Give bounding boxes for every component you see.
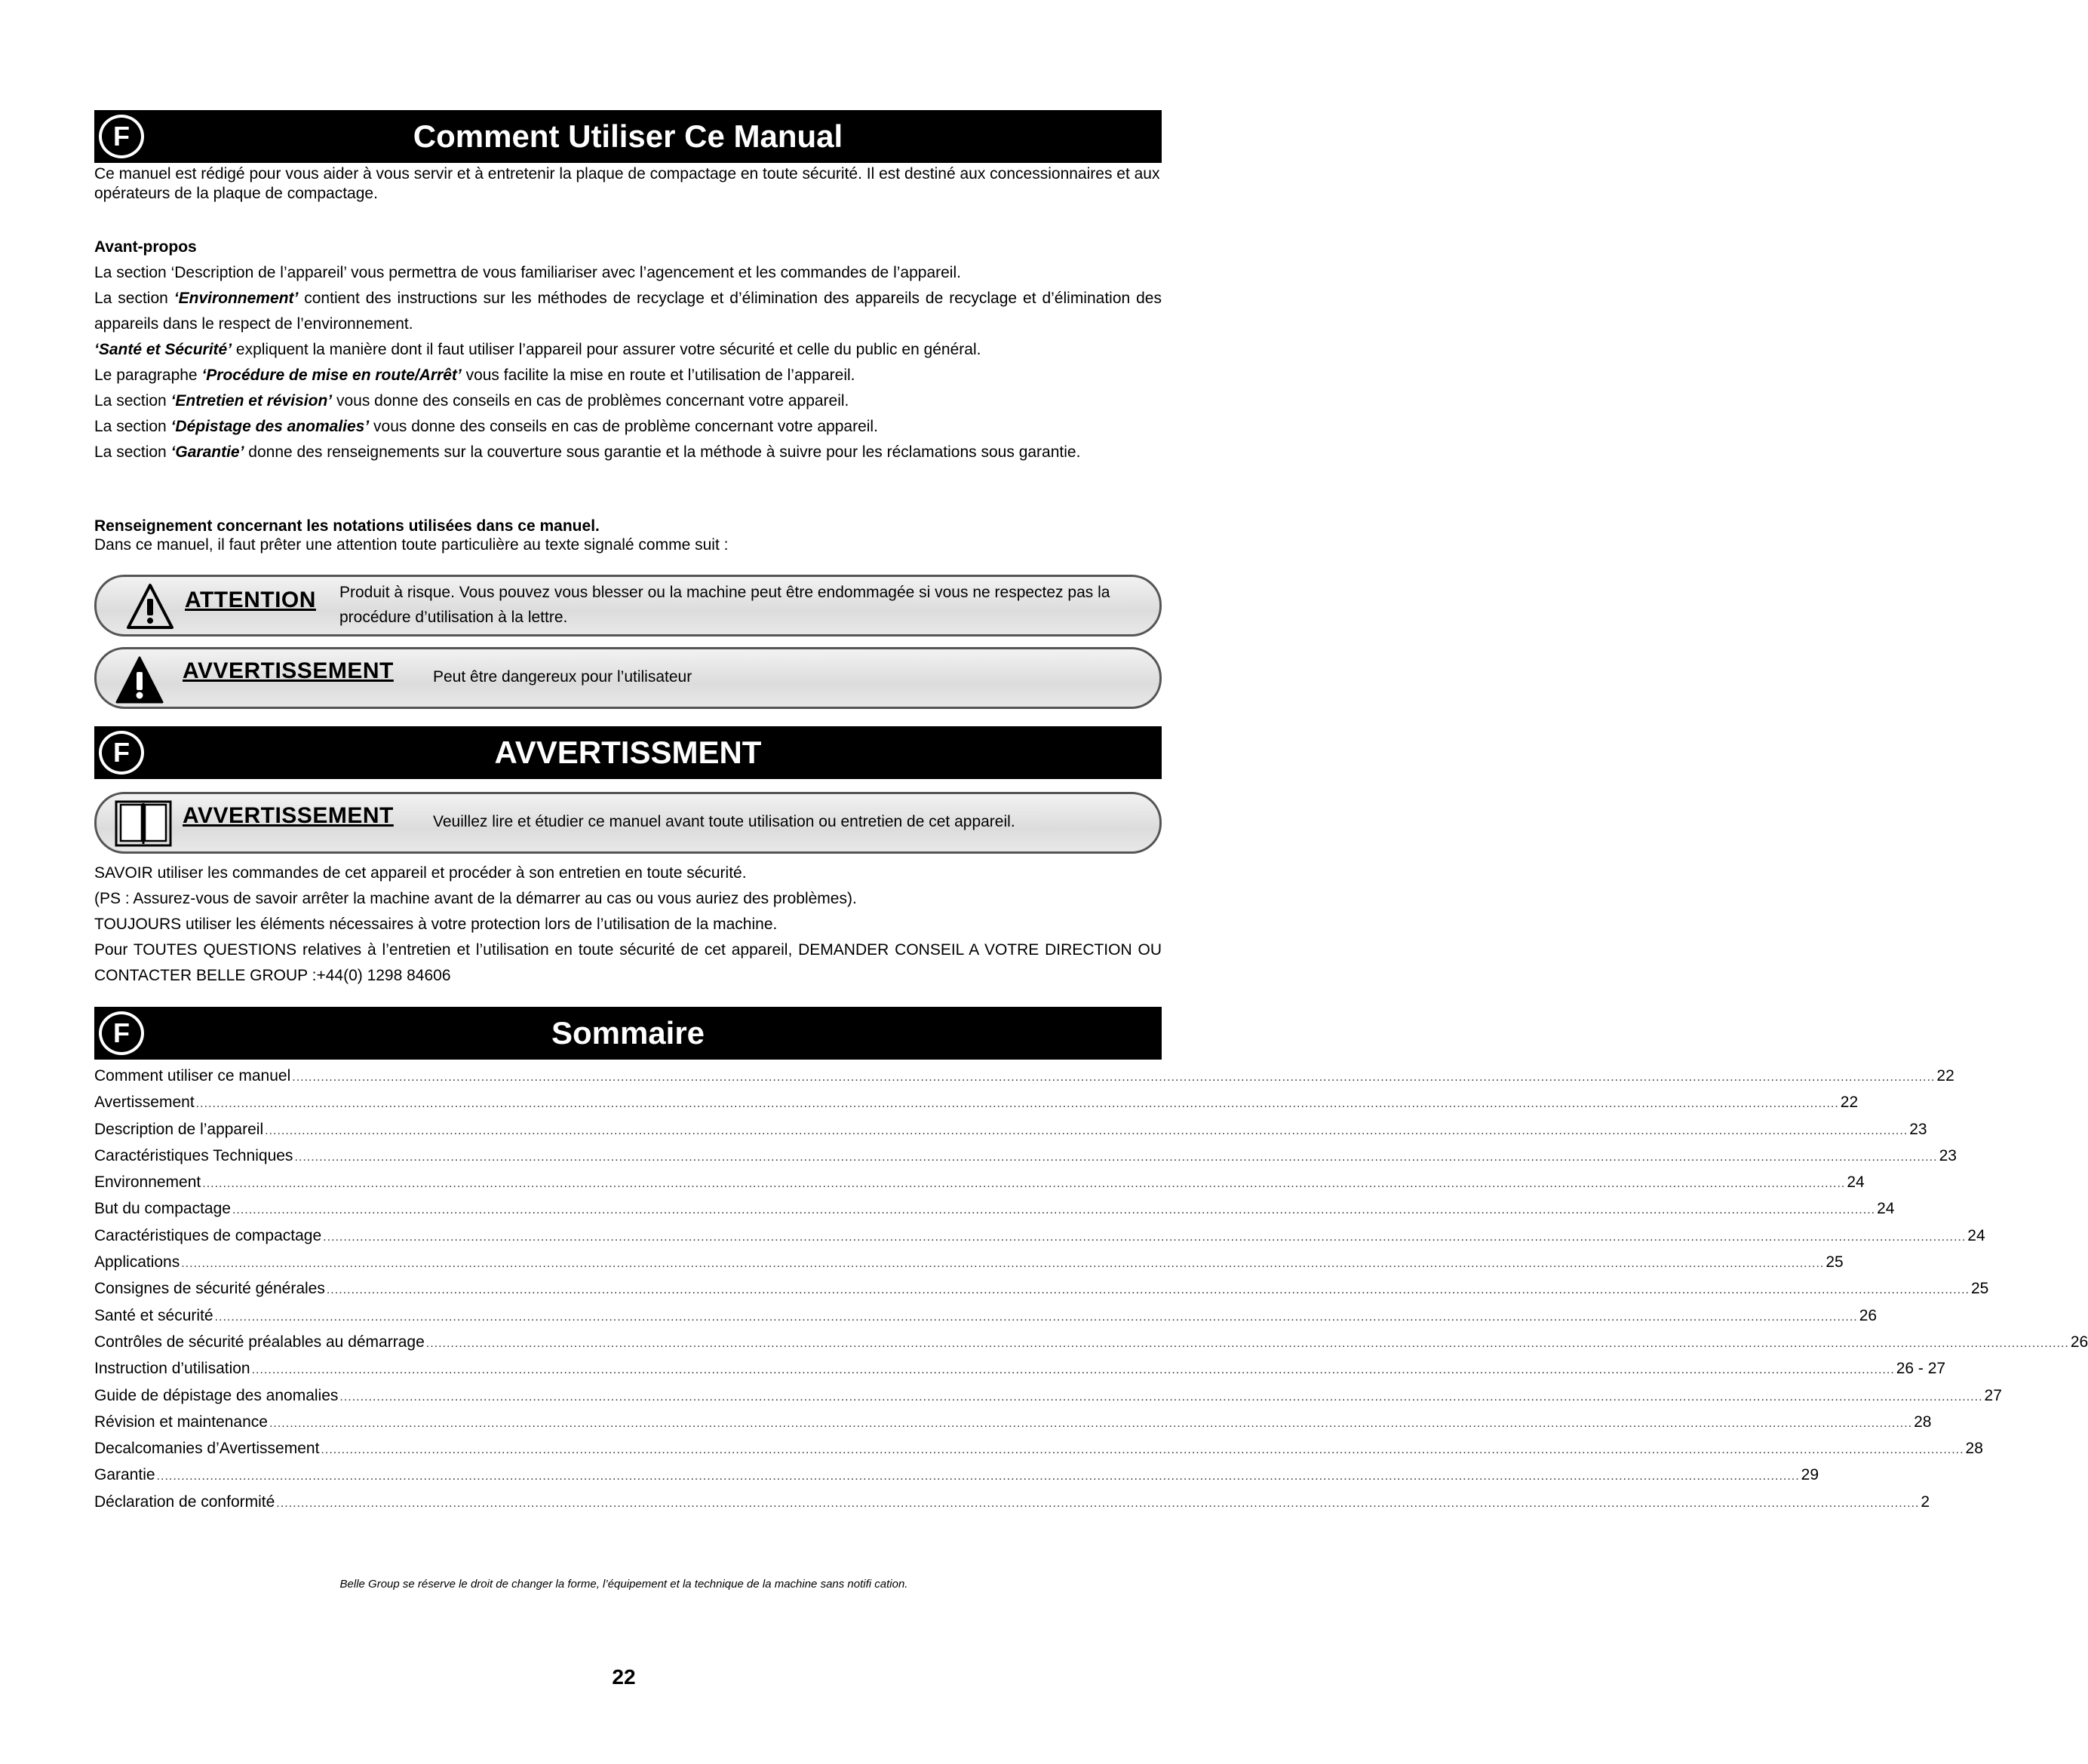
attention-label: ATTENTION	[185, 587, 316, 612]
toc-entry	[94, 1143, 1957, 1169]
toc-entry-page: 25	[1825, 1253, 1844, 1272]
toc-entry-page: 26	[2070, 1333, 2088, 1351]
toc-entry	[94, 1063, 1954, 1089]
toc-entry-label: Déclaration de conformité	[94, 1492, 275, 1511]
toc-leader-dots: ................................................................................................................................................................................................................................................................................................................................................................................................................	[425, 1336, 2069, 1350]
toc-entry-label: Révision et maintenance	[94, 1413, 268, 1431]
foreword-line-pre: La section	[94, 290, 174, 307]
toc-leader-dots: ................................................................................................................................................................................................................................................................................................................................................................................................................	[276, 1496, 1920, 1510]
toc-entry	[94, 1435, 1983, 1462]
foreword-line-post: vous donne des conseils en cas de problème concernant votre appareil.	[369, 418, 878, 435]
language-flag-icon: F	[99, 115, 144, 158]
toc-leader-dots: ................................................................................................................................................................................................................................................................................................................................................................................................................	[292, 1071, 1936, 1084]
toc-entry-page: 24	[1967, 1226, 1985, 1244]
foreword-line	[94, 260, 1162, 286]
warning-notice	[94, 647, 1162, 709]
toc-entry-label: Decalcomanies d’Avertissement	[94, 1440, 320, 1458]
toc-entry-label: Guide de dépistage des anomalies	[94, 1386, 339, 1404]
language-flag-icon: F	[99, 1011, 144, 1055]
notation-section	[94, 517, 1162, 554]
foreword-line	[94, 388, 1162, 414]
foreword-line-em: ‘Procédure de mise en route/Arrêt’	[201, 367, 462, 384]
toc-entry-label: Comment utiliser ce manuel	[94, 1067, 291, 1084]
section-title: Comment Utiliser Ce Manual	[413, 118, 843, 154]
toc-leader-dots: ................................................................................................................................................................................................................................................................................................................................................................................................................	[181, 1257, 1825, 1271]
toc-entry-label: Caractéristiques de compactage	[94, 1226, 322, 1244]
toc-entry-label: Instruction d’utilisation	[94, 1360, 250, 1378]
attention-notice	[94, 575, 1162, 637]
toc-entry-page: 28	[1965, 1440, 1983, 1458]
toc-entry-page: 23	[1939, 1146, 1957, 1164]
foreword-line-post: expliquent la manière dont il faut utiliser l’appareil pour assurer votre sécurité et celle du public en général.	[232, 341, 981, 358]
warning-line-1: SAVOIR utiliser les commandes de cet appareil et procéder à son entretien en toute sécurité.	[94, 864, 747, 882]
toc-entry-page: 25	[1970, 1280, 1989, 1298]
toc-entry-label: Environnement	[94, 1173, 201, 1192]
language-flag-icon: F	[99, 731, 144, 775]
toc-entry-page: 26 - 27	[1896, 1360, 1946, 1378]
toc-entry	[94, 1329, 2088, 1355]
toc-leader-dots: ................................................................................................................................................................................................................................................................................................................................................................................................................	[323, 1230, 1967, 1244]
toc-leader-dots: ................................................................................................................................................................................................................................................................................................................................................................................................................	[326, 1284, 1970, 1297]
foreword-line	[94, 363, 1162, 388]
foreword-line-pre: Le paragraphe	[94, 367, 202, 384]
footnote: Belle Group se réserve le droit de changer la forme, l’équipement et la technique de la machine sans notifi cation.	[339, 1578, 908, 1591]
foreword-line-em: ‘Entretien et révision’	[170, 392, 333, 410]
toc-entry-label: Applications	[94, 1253, 180, 1272]
section-banner-how-to-use	[94, 110, 1162, 163]
warning-line-3: TOUJOURS utiliser les éléments nécessaires à votre protection lors de l’utilisation de la machine.	[94, 916, 778, 933]
foreword-line-post: contient des instructions sur les méthodes de recyclage et d’élimination des appareils de recyclage et d’élimination des appareils dans le respect de l’environnement.	[94, 290, 1162, 333]
toc-entry	[94, 1302, 1878, 1329]
section-banner-warning	[94, 726, 1162, 779]
toc-entry-page: 22	[1840, 1094, 1859, 1112]
toc-entry-page: 22	[1936, 1067, 1954, 1084]
warning-text: Peut être dangereux pour l’utilisateur	[433, 668, 692, 686]
foreword-line-post: vous donne des conseils en cas de problèmes concernant votre appareil.	[332, 392, 849, 410]
open-book-icon	[113, 799, 173, 848]
toc-entry	[94, 1355, 1946, 1382]
toc-leader-dots: ................................................................................................................................................................................................................................................................................................................................................................................................................	[251, 1364, 1895, 1377]
warning-label: AVVERTISSEMENT	[183, 658, 394, 683]
foreword-line-em: ‘Dépistage des anomalies’	[170, 418, 370, 435]
read-manual-notice	[94, 792, 1162, 854]
warning-line-2: (PS : Assurez-vous de savoir arrêter la machine avant de la démarrer au cas ou vous auriez des problèmes).	[94, 890, 857, 907]
foreword-line-post: vous facilite la mise en route et l’utilisation de l’appareil.	[461, 367, 855, 384]
toc-entry-page: 28	[1914, 1413, 1932, 1431]
foreword-line-pre: La section ‘Description de l’appareil’ vous permettra de vous familiariser avec l’agencement et les commandes de l’appareil.	[94, 264, 961, 281]
toc-entry-page: 24	[1847, 1173, 1865, 1192]
foreword-line	[94, 337, 1162, 363]
toc-entry	[94, 1089, 1859, 1115]
foreword-line-em: ‘Santé et Sécurité’	[94, 341, 232, 358]
toc-entry-page: 2	[1921, 1492, 1930, 1511]
toc-leader-dots: ................................................................................................................................................................................................................................................................................................................................................................................................................	[269, 1416, 1913, 1430]
toc-entry	[94, 1489, 1930, 1515]
toc-entry	[94, 1223, 1985, 1249]
toc-entry-page: 26	[1859, 1306, 1878, 1324]
attention-text: Produit à risque. Vous pouvez vous blesser ou la machine peut être endommagée si vous ne respectez pas la procédure d’utilisation à la lettre.	[339, 584, 1110, 626]
notation-text: Dans ce manuel, il faut prêter une attention toute particulière au texte signalé comme suit :	[94, 536, 729, 554]
toc-leader-dots: ................................................................................................................................................................................................................................................................................................................................................................................................................	[321, 1443, 1964, 1457]
toc-entry-label: Caractéristiques Techniques	[94, 1146, 293, 1164]
warning-paragraph	[94, 861, 1162, 989]
foreword-line-pre: La section	[94, 418, 171, 435]
toc-entry	[94, 1275, 1989, 1302]
toc-entry	[94, 1409, 1932, 1435]
foreword-line	[94, 440, 1162, 465]
toc-entry	[94, 1169, 1865, 1195]
foreword-line-em: ‘Environnement’	[173, 290, 299, 307]
section-banner-contents	[94, 1007, 1162, 1060]
page-number: 22	[612, 1665, 636, 1689]
toc-entry	[94, 1382, 2002, 1409]
read-manual-text: Veuillez lire et étudier ce manuel avant toute utilisation ou entretien de cet appareil.	[433, 813, 1015, 830]
toc-entry-label: Santé et sécurité	[94, 1306, 213, 1324]
section-title: AVVERTISSMENT	[494, 735, 762, 770]
toc-entry-label: Contrôles de sécurité préalables au démarrage	[94, 1333, 425, 1351]
foreword-line-pre: La section	[94, 443, 171, 461]
section-title: Sommaire	[551, 1015, 705, 1051]
toc-entry-label: But du compactage	[94, 1200, 231, 1218]
read-manual-label: AVVERTISSEMENT	[183, 803, 394, 828]
toc-entry-label: Description de l’appareil	[94, 1120, 264, 1138]
toc-leader-dots: ................................................................................................................................................................................................................................................................................................................................................................................................................	[265, 1124, 1908, 1137]
foreword-line-pre: La section	[94, 392, 171, 410]
foreword-line-em: ‘Garantie’	[170, 443, 244, 461]
toc-entry-label: Garantie	[94, 1466, 155, 1484]
table-of-contents	[94, 1063, 2088, 1515]
toc-entry-label: Consignes de sécurité générales	[94, 1280, 325, 1298]
toc-leader-dots: ................................................................................................................................................................................................................................................................................................................................................................................................................	[294, 1150, 1938, 1164]
foreword-heading: Avant-propos	[94, 238, 197, 256]
toc-leader-dots: ................................................................................................................................................................................................................................................................................................................................................................................................................	[232, 1204, 1876, 1217]
foreword-line-post: donne des renseignements sur la couverture sous garantie et la méthode à suivre pour les réclamations sous garantie.	[244, 443, 1081, 461]
toc-leader-dots: ................................................................................................................................................................................................................................................................................................................................................................................................................	[202, 1177, 1846, 1191]
toc-leader-dots: ................................................................................................................................................................................................................................................................................................................................................................................................................	[156, 1470, 1800, 1483]
toc-entry-page: 24	[1877, 1200, 1895, 1218]
toc-leader-dots: ................................................................................................................................................................................................................................................................................................................................................................................................................	[339, 1390, 1983, 1404]
warning-line-4: Pour TOUTES QUESTIONS relatives à l’entretien et l’utilisation en toute sécurité de cet appareil, DEMANDER CONSEIL A VOTRE DIRECTION OU CONTACTER BELLE GROUP :+44(0) 1298 84606	[94, 941, 1162, 984]
toc-entry	[94, 1116, 1927, 1143]
toc-entry-label: Avertissement	[94, 1094, 195, 1112]
intro-paragraph: Ce manuel est rédigé pour vous aider à vous servir et à entretenir la plaque de compactage en toute sécurité. Il est destiné aux concessionnaires et aux opérateurs de la plaque de compactage.	[94, 165, 1160, 202]
toc-entry-page: 29	[1801, 1466, 1819, 1484]
foreword-lines	[94, 260, 1162, 465]
warning-filled-triangle-icon	[115, 655, 164, 705]
toc-entry-page: 27	[1984, 1386, 2002, 1404]
foreword-line	[94, 286, 1162, 337]
notation-heading: Renseignement concernant les notations utilisées dans ce manuel.	[94, 517, 600, 535]
foreword-section	[94, 235, 1162, 465]
toc-entry	[94, 1462, 1819, 1488]
caution-triangle-icon	[125, 582, 175, 632]
foreword-line	[94, 414, 1162, 440]
toc-leader-dots: ................................................................................................................................................................................................................................................................................................................................................................................................................	[214, 1310, 1858, 1324]
toc-entry	[94, 1249, 1844, 1275]
toc-leader-dots: ................................................................................................................................................................................................................................................................................................................................................................................................................	[195, 1097, 1839, 1111]
toc-entry	[94, 1195, 1895, 1222]
toc-entry-page: 23	[1909, 1120, 1927, 1138]
